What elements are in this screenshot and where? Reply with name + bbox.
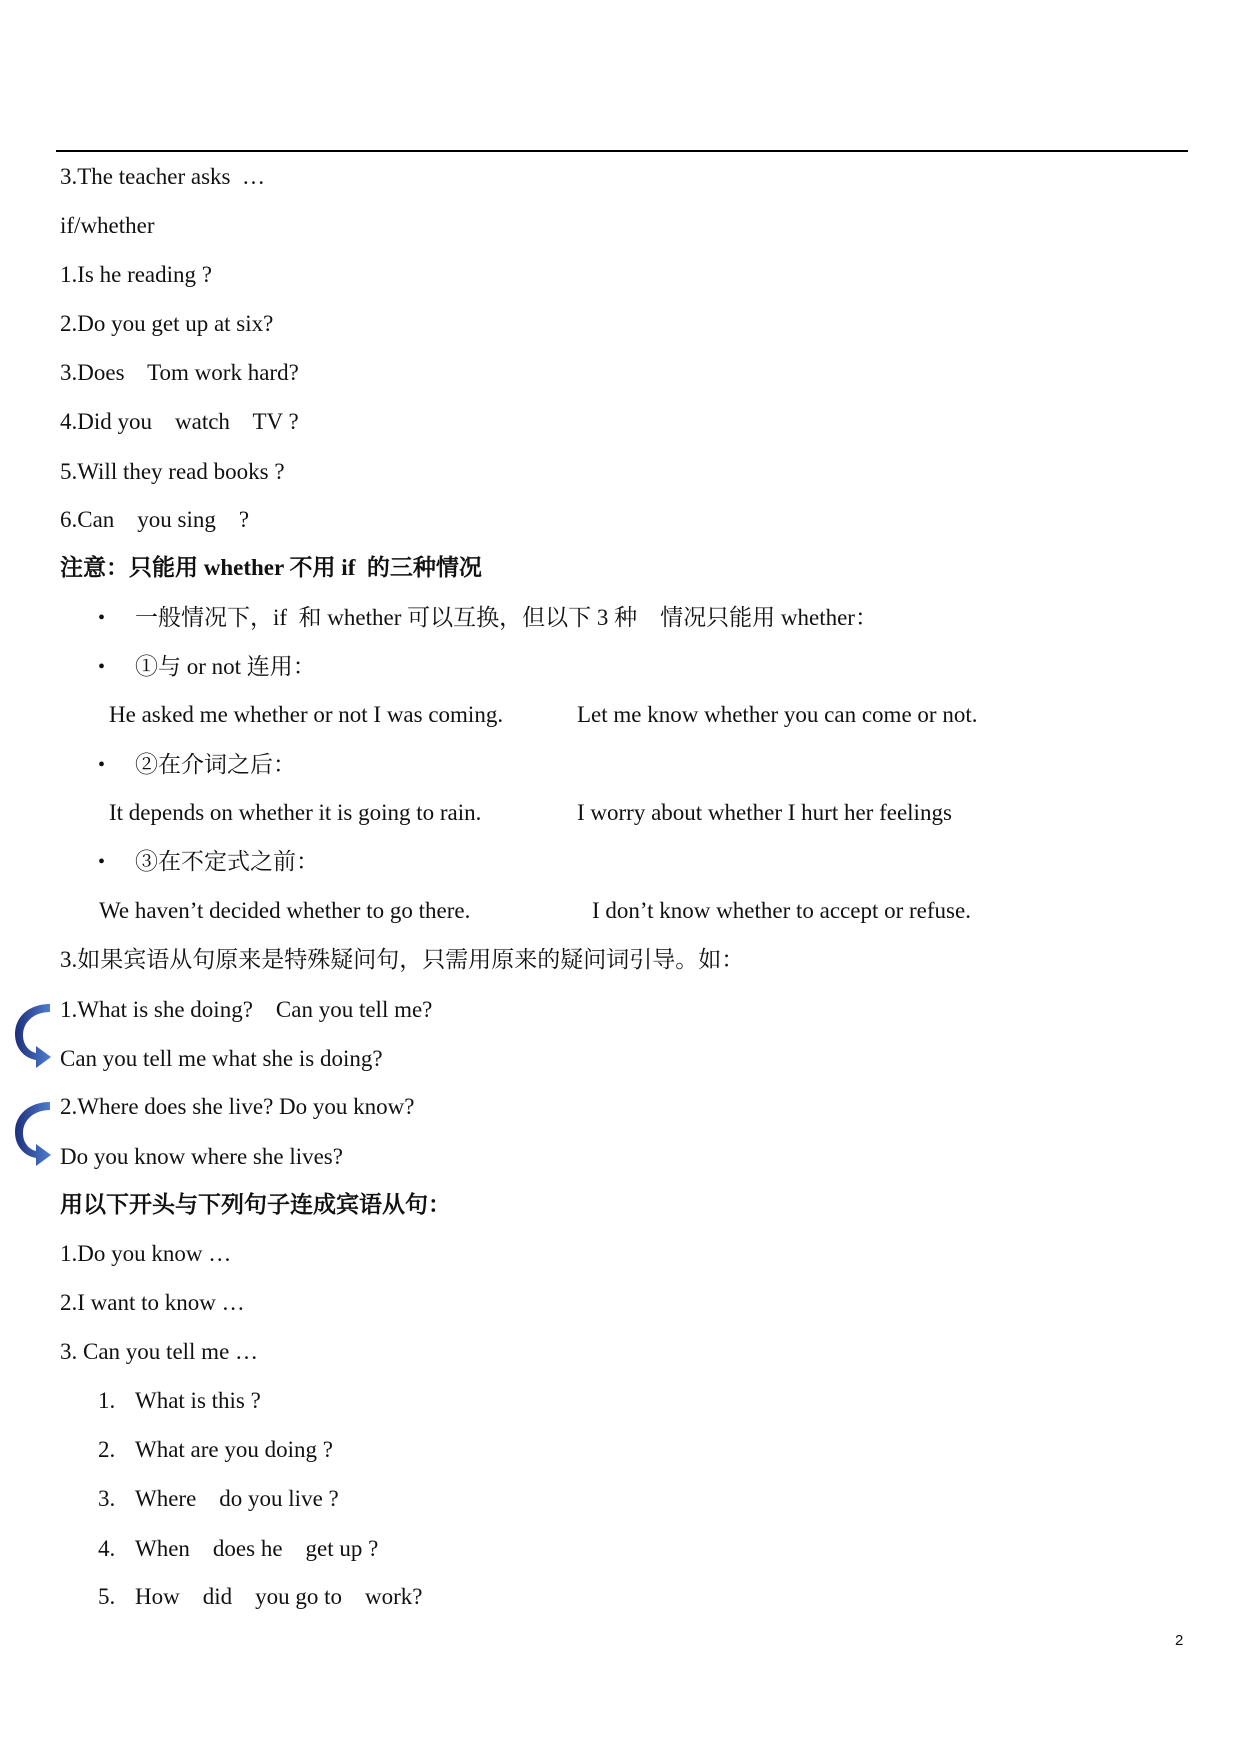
bullet-marker: • <box>98 656 106 678</box>
list-item-number: 2. <box>98 1437 116 1462</box>
list-item-number: 4. <box>98 1536 116 1561</box>
case3-label: ③在不定式之前： <box>135 849 319 874</box>
case3-example-right: I don’t know whether to accept or refuse. <box>592 898 971 923</box>
subheading: if/whether <box>60 213 155 238</box>
example2-result: Do you know where she lives? <box>60 1144 343 1169</box>
case1-example-right: Let me know whether you can come or not. <box>577 702 978 727</box>
exercise-starter: 2.I want to know … <box>60 1290 245 1315</box>
example1-result: Can you tell me what she is doing? <box>60 1046 383 1071</box>
bullet-marker: • <box>98 607 106 629</box>
bullet-marker: • <box>98 754 106 776</box>
list-item: How did you go to work? <box>135 1584 423 1609</box>
question-line: 4.Did you watch TV ? <box>60 409 299 434</box>
list-item: What are you doing ? <box>135 1437 333 1462</box>
list-item-number: 5. <box>98 1584 116 1609</box>
case2-label: ②在介词之后： <box>135 752 296 777</box>
note-general: 一般情况下，if 和 whether 可以互换，但以下 3 种 情况只能用 whether： <box>135 605 878 630</box>
note-title: 注意：只能用 whether 不用 if 的三种情况 <box>60 555 482 580</box>
special-heading: 3.如果宾语从句原来是特殊疑问句，只需用原来的疑问词引导。如： <box>60 947 745 972</box>
header-rule <box>56 150 1188 152</box>
exercise-starter: 1.Do you know … <box>60 1241 232 1266</box>
section-heading: 3.The teacher asks … <box>60 164 266 189</box>
question-line: 3.Does Tom work hard? <box>60 360 299 385</box>
example2-original: 2.Where does she live? Do you know? <box>60 1094 415 1119</box>
question-line: 1.Is he reading ? <box>60 262 212 287</box>
question-line: 2.Do you get up at six? <box>60 311 274 336</box>
list-item: When does he get up ? <box>135 1536 379 1561</box>
curved-arrow-icon <box>12 1002 52 1074</box>
case1-example-left: He asked me whether or not I was coming. <box>109 702 504 727</box>
exercise-title: 用以下开头与下列句子连成宾语从句： <box>60 1192 451 1217</box>
list-item-number: 3. <box>98 1486 116 1511</box>
example1-original: 1.What is she doing? Can you tell me? <box>60 997 433 1022</box>
page-number: 2 <box>1175 1632 1184 1649</box>
curved-arrow-icon <box>12 1100 52 1172</box>
case1-label: ①与 or not 连用： <box>135 654 316 679</box>
case2-example-left: It depends on whether it is going to rain. <box>109 800 482 825</box>
list-item: Where do you live ? <box>135 1486 339 1511</box>
list-item: What is this ? <box>135 1388 261 1413</box>
case2-example-right: I worry about whether I hurt her feelings <box>577 800 952 825</box>
case3-example-left: We haven’t decided whether to go there. <box>99 898 471 923</box>
question-line: 6.Can you sing ? <box>60 507 250 532</box>
list-item-number: 1. <box>98 1388 116 1413</box>
exercise-starter: 3. Can you tell me … <box>60 1339 259 1364</box>
bullet-marker: • <box>98 851 106 873</box>
question-line: 5.Will they read books ? <box>60 459 285 484</box>
